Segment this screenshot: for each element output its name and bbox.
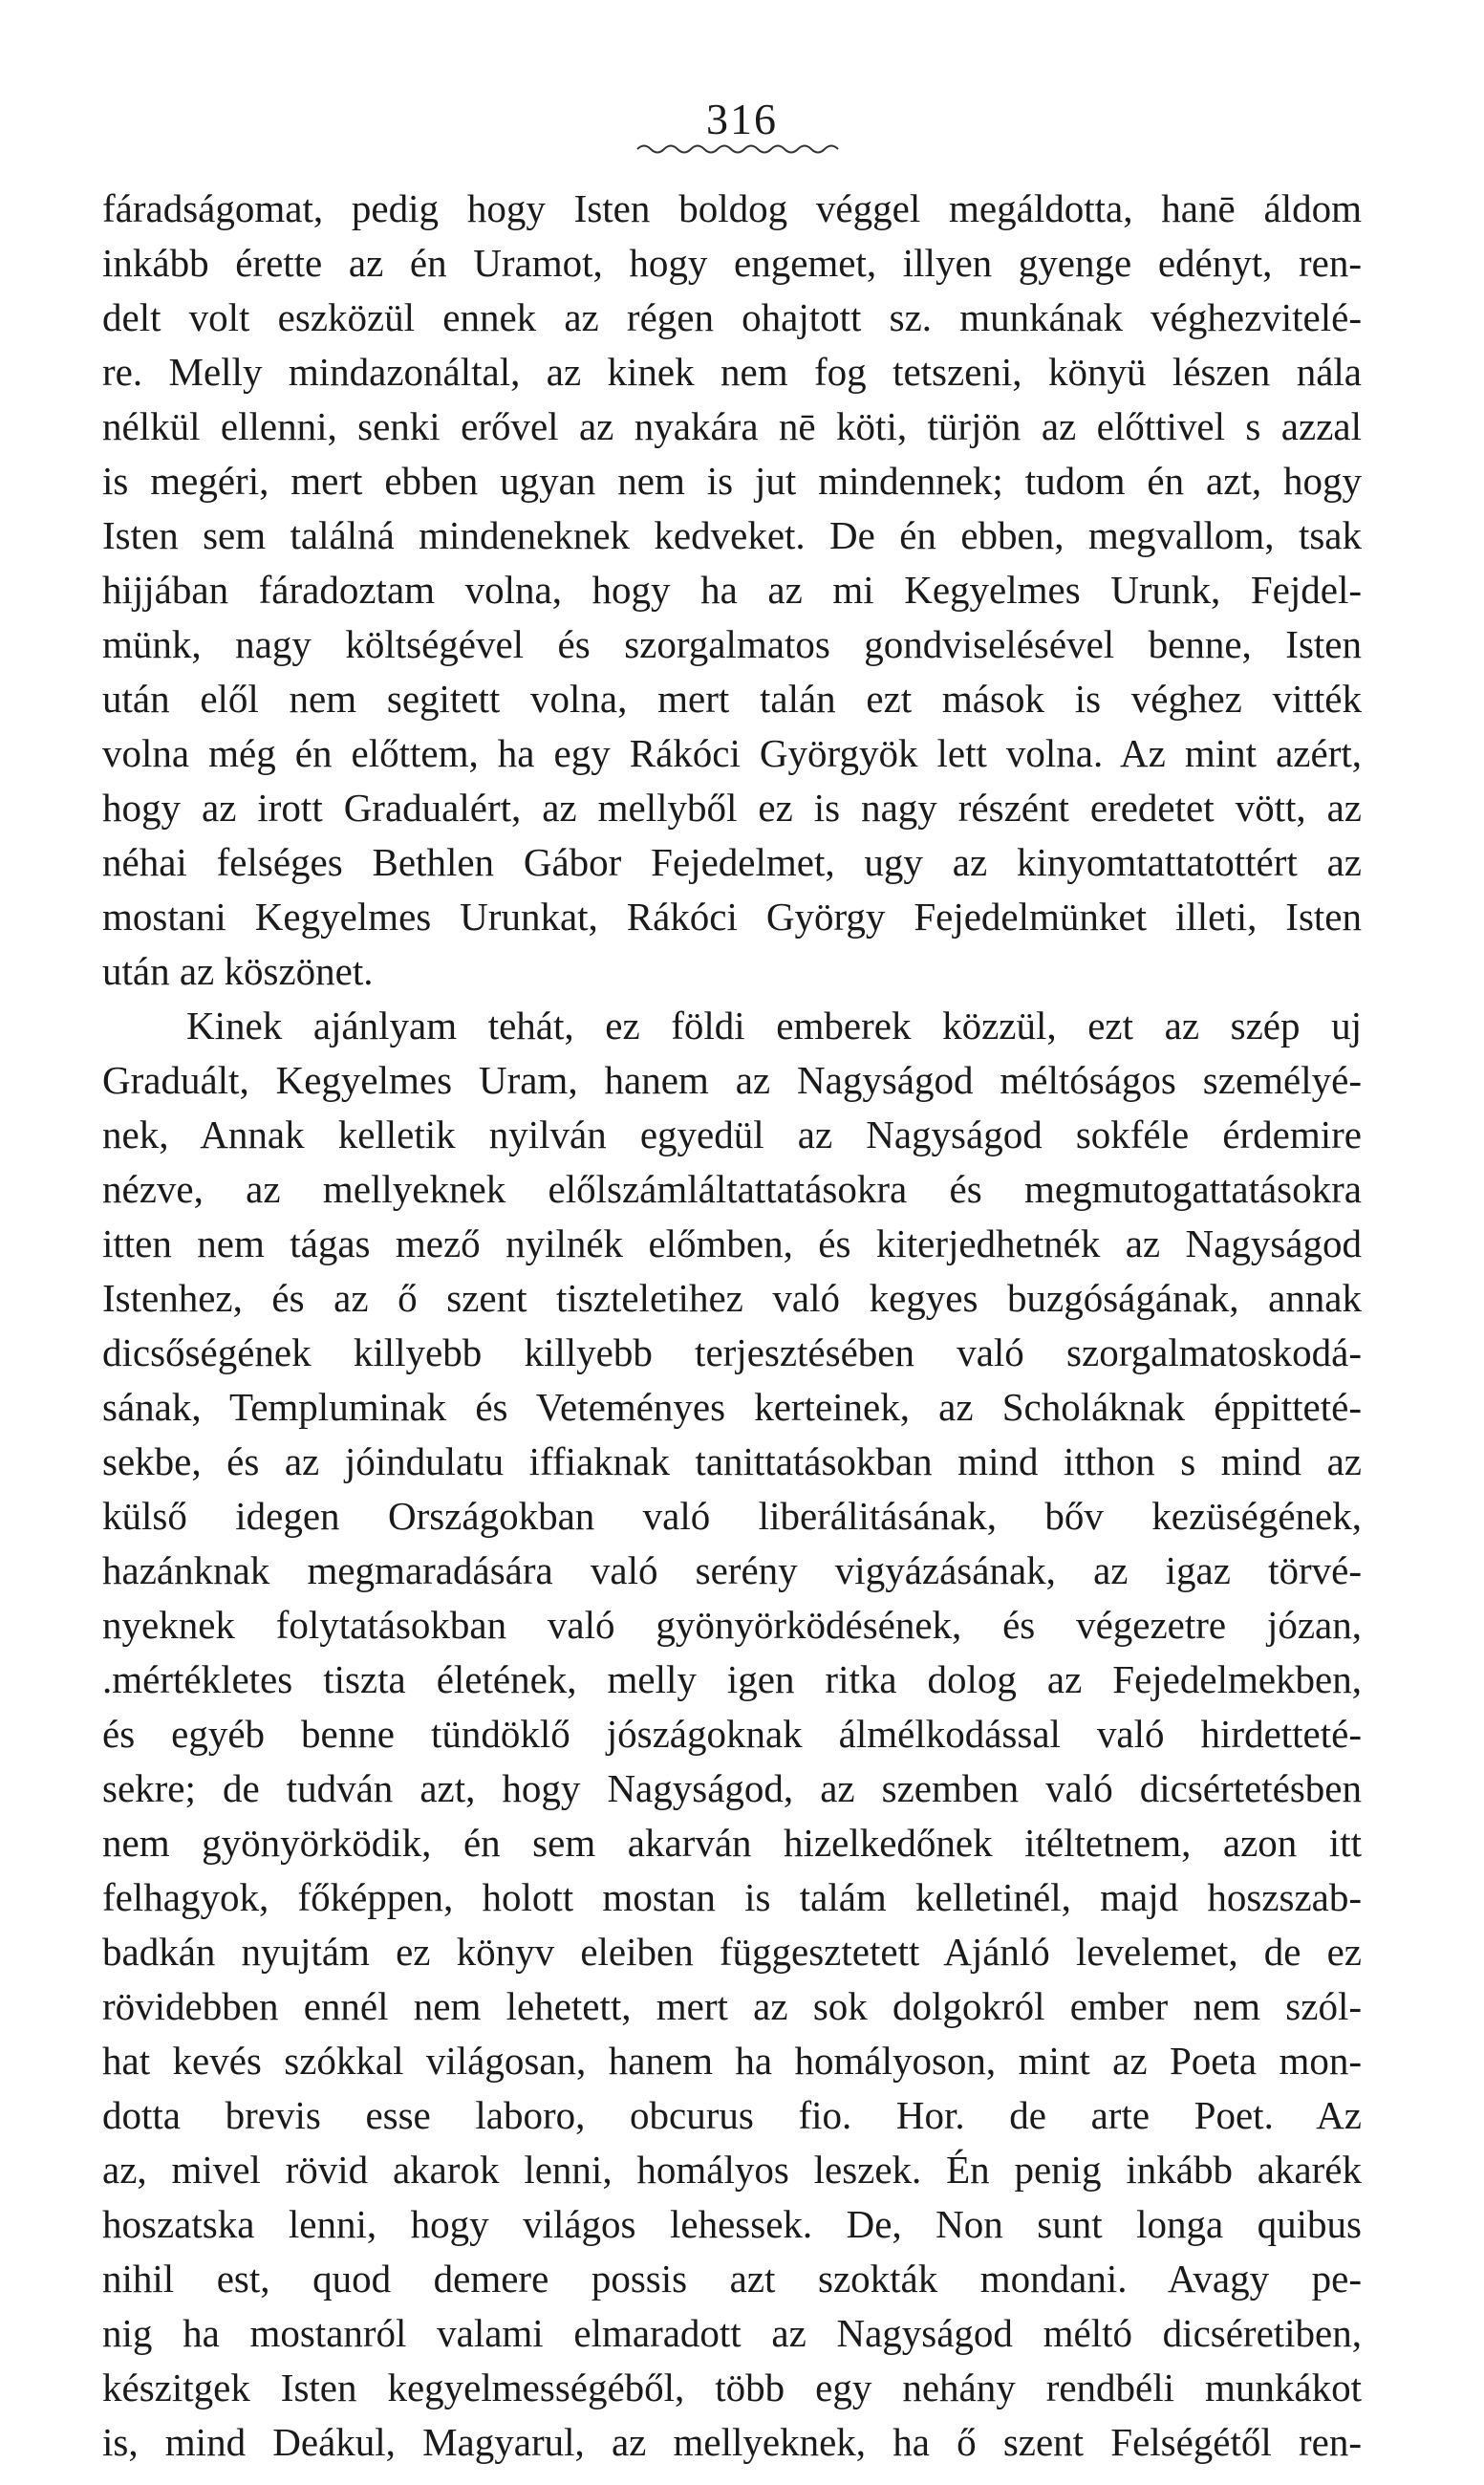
- text-line: az, mivel rövid akarok lenni, homályos leszek. Én penig inkább akarék: [102, 2148, 1362, 2192]
- text-line: nem gyönyörködik, én sem akarván hizelkedőnek itéltetnem, azon itt: [102, 1821, 1362, 1865]
- text-line: nig ha mostanról valami elmaradott az Nagyságod méltó dicséretiben,: [102, 2311, 1362, 2355]
- text-line: külső idegen Országokban való liberálitásának, bőv kezüségének,: [102, 1494, 1362, 1538]
- text-line: münk, nagy költségével és szorgalmatos gondviselésével benne, Isten: [102, 622, 1362, 666]
- text-line: dicsőségének killyebb killyebb terjesztésében való szorgalmatoskodá-: [102, 1330, 1362, 1374]
- text-line: Istenhez, és az ő szent tiszteletihez való kegyes buzgóságának, annak: [102, 1276, 1362, 1320]
- body-text: [102, 182, 1362, 2470]
- text-line: inkább érette az én Uramot, hogy engemet, illyen gyenge edényt, ren-: [102, 241, 1362, 285]
- text-line: itten nem tágas mező nyilnék előmben, és kiterjedhetnék az Nagyságod: [102, 1221, 1362, 1265]
- text-line: nyeknek folytatásokban való gyönyörködésének, és végezetre józan,: [102, 1603, 1362, 1647]
- text-line: és egyéb benne tündöklő jószágoknak álmélkodással való hirdetteté-: [102, 1712, 1362, 1756]
- text-line: re. Melly mindazonáltal, az kinek nem fog tetszeni, könyü lészen nála: [102, 350, 1362, 394]
- text-line: Isten sem találná mindeneknek kedveket. De én ebben, megvallom, tsak: [102, 513, 1362, 557]
- text-line: nihil est, quod demere possis azt szokták mondani. Avagy pe-: [102, 2257, 1362, 2301]
- text-line: volna még én előttem, ha egy Rákóci Györgyök lett volna. Az mint azért,: [102, 731, 1362, 775]
- text-line: hijjában fáradoztam volna, hogy ha az mi Kegyelmes Urunk, Fejdel-: [102, 568, 1362, 612]
- text-line: sekre; de tudván azt, hogy Nagyságod, az szemben való dicsértetésben: [102, 1766, 1362, 1810]
- text-line: néhai felséges Bethlen Gábor Fejedelmet, ugy az kinyomtattatottért az: [102, 840, 1362, 884]
- text-line: rövidebben ennél nem lehetett, mert az sok dolgokról ember nem szól-: [102, 1984, 1362, 2028]
- text-line: hazánknak megmaradására való serény vigyázásának, az igaz törvé-: [102, 1548, 1362, 1592]
- text-line: nézve, az mellyeknek előlszámláltattatásokra és megmutogattatásokra: [102, 1167, 1362, 1211]
- text-line: Graduált, Kegyelmes Uram, hanem az Nagyságod méltóságos személyé-: [102, 1058, 1362, 1102]
- text-line: nek, Annak kelletik nyilván egyedül az Nagyságod sokféle érdemire: [102, 1113, 1362, 1156]
- text-line: Kinek ajánlyam tehát, ez földi emberek közzül, ezt az szép uj: [186, 1004, 1362, 1048]
- text-line: sának, Templuminak és Veteményes kerteinek, az Scholáknak éppitteté-: [102, 1385, 1362, 1429]
- text-line: delt volt eszközül ennek az régen ohajtott sz. munkának véghezvitelé-: [102, 295, 1362, 339]
- text-line: badkán nyujtám ez könyv eleiben függesztetett Ajánló levelemet, de ez: [102, 1930, 1362, 1974]
- text-line: dotta brevis esse laboro, obcurus fio. Hor. de arte Poet. Az: [102, 2093, 1362, 2137]
- text-line: után az köszönet.: [102, 949, 374, 993]
- text-line: is megéri, mert ebben ugyan nem is jut mindennek; tudom én azt, hogy: [102, 459, 1362, 503]
- text-line: fáradságomat, pedig hogy Isten boldog véggel megáldotta, hanē áldom: [102, 186, 1362, 230]
- text-line: hoszatska lenni, hogy világos lehessek. De, Non sunt longa quibus: [102, 2202, 1362, 2246]
- text-line: is, mind Deákul, Magyarul, az mellyeknek, ha ő szent Felségétől ren-: [102, 2420, 1362, 2464]
- text-line: .mértékletes tiszta életének, melly igen ritka dolog az Fejedelmekben,: [102, 1657, 1362, 1701]
- wavy-ornament: [635, 141, 844, 157]
- text-line: hogy az irott Gradualért, az mellyből ez is nagy részént eredetet vött, az: [102, 786, 1362, 830]
- text-line: nélkül ellenni, senki erővel az nyakára nē köti, türjön az előttivel s azzal: [102, 404, 1362, 448]
- text-line: után elől nem segitett volna, mert talán ezt mások is véghez vitték: [102, 677, 1362, 721]
- text-line: készitgek Isten kegyelmességéből, több egy nehány rendbéli munkákot: [102, 2366, 1362, 2409]
- page-number: 316: [706, 95, 778, 143]
- text-line: felhagyok, főképpen, holott mostan is talám kelletinél, majd hoszszab-: [102, 1875, 1362, 1919]
- text-line: hat kevés szókkal világosan, hanem ha homályoson, mint az Poeta mon-: [102, 2039, 1362, 2083]
- text-line: sekbe, és az jóindulatu iffiaknak tanittatásokban mind itthon s mind az: [102, 1439, 1362, 1483]
- text-line: mostani Kegyelmes Urunkat, Rákóci György Fejedelmünket illeti, Isten: [102, 895, 1362, 939]
